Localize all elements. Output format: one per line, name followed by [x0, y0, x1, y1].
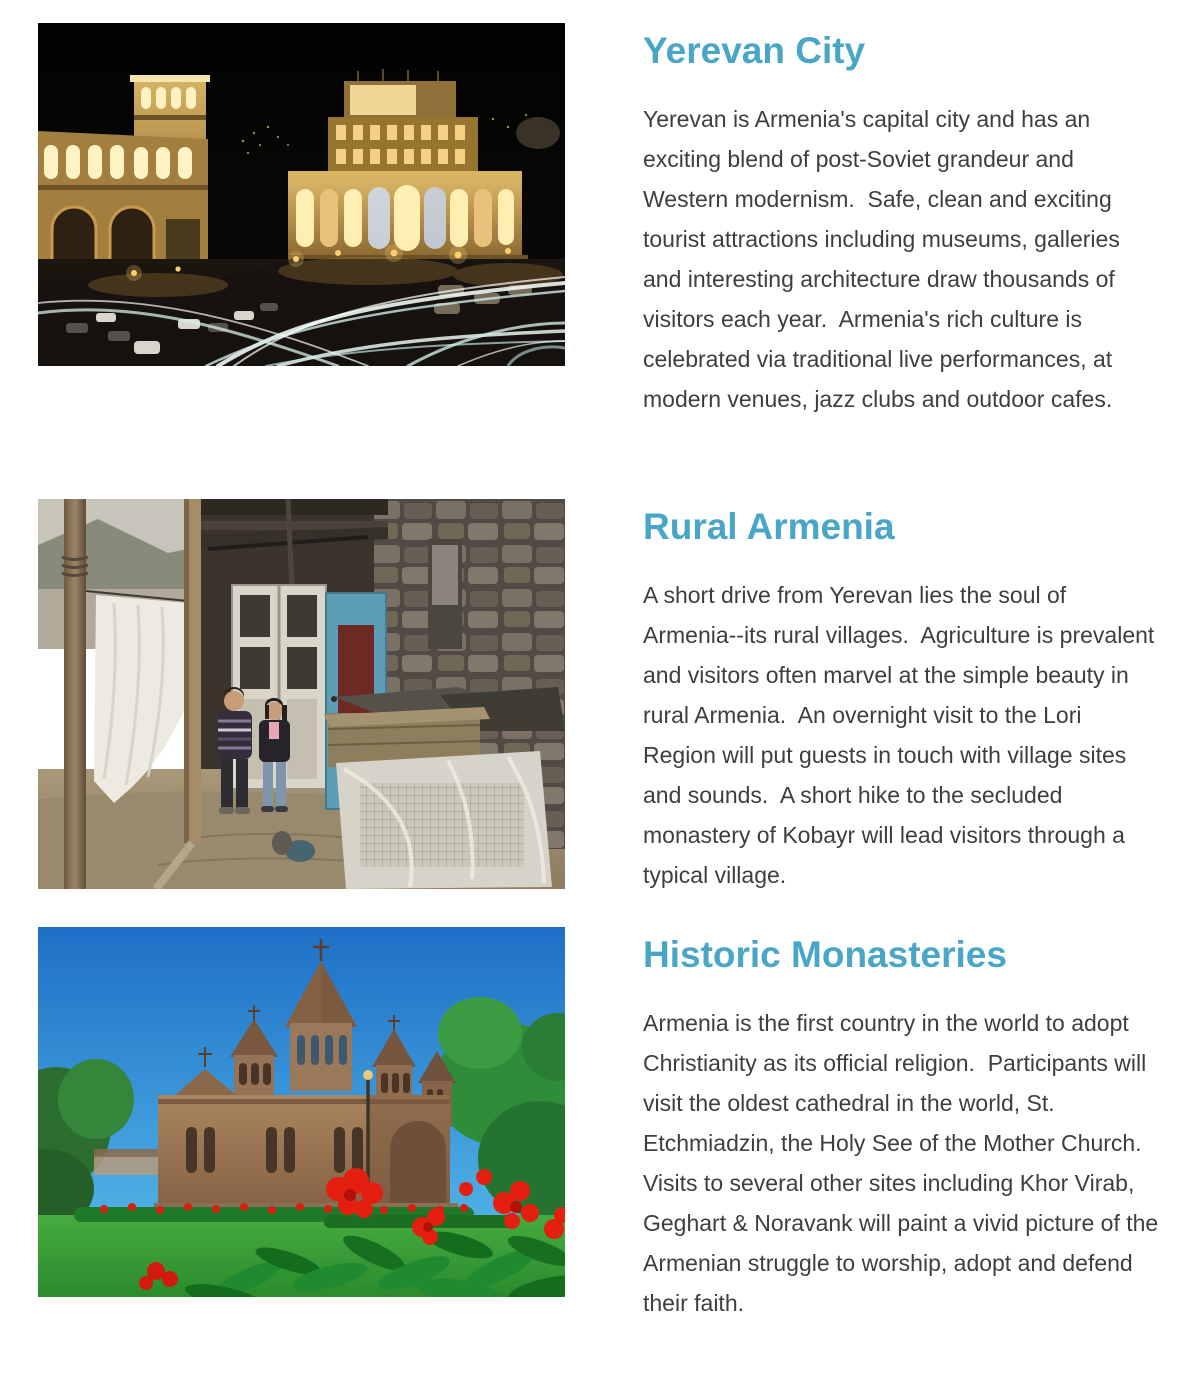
rural-village-image	[38, 499, 565, 889]
historic-monasteries-photo	[38, 927, 565, 1297]
monastery-image	[38, 927, 565, 1297]
section-title-rural-armenia: Rural Armenia	[643, 506, 895, 547]
yerevan-city-text	[643, 23, 1160, 419]
section-historic-monasteries	[0, 927, 1204, 1323]
section-yerevan-city	[0, 0, 1204, 419]
yerevan-city-photo	[38, 23, 565, 366]
section-title-yerevan-city: Yerevan City	[643, 30, 866, 71]
yerevan-night-image	[38, 23, 565, 366]
rural-armenia-photo	[38, 499, 565, 889]
historic-monasteries-text	[643, 927, 1164, 1323]
section-body-historic-monasteries: Armenia is the first country in the world to adopt Christianity as its official religion. Participants will visit the oldest cathedral in the world, St. Etchmiadzin, the Holy See of the Mother Church. Visits to several other sites including Khor Virab, Geghart & Noravank will paint a vivid picture of the Armenian struggle to worship, adopt and defend their faith.	[643, 1010, 1164, 1316]
section-body-rural-armenia: A short drive from Yerevan lies the soul of Armenia--its rural villages. Agriculture is prevalent and visitors often marvel at the simple beauty in rural Armenia. An overnight visit to the Lori Region will put guests in touch with village sites and sounds. A short hike to the secluded monastery of Kobayr will lead visitors through a typical village.	[643, 582, 1161, 888]
rural-armenia-text	[643, 499, 1160, 895]
section-title-historic-monasteries: Historic Monasteries	[643, 934, 1007, 975]
section-rural-armenia	[0, 499, 1204, 895]
section-body-yerevan-city: Yerevan is Armenia's capital city and has an exciting blend of post-Soviet grandeur and Western modernism. Safe, clean and exciting tourist attractions including museums, galleries and interesting architecture draw thousands of visitors each year. Armenia's rich culture is celebrated via traditional live performances, at modern venues, jazz clubs and outdoor cafes.	[643, 106, 1127, 412]
